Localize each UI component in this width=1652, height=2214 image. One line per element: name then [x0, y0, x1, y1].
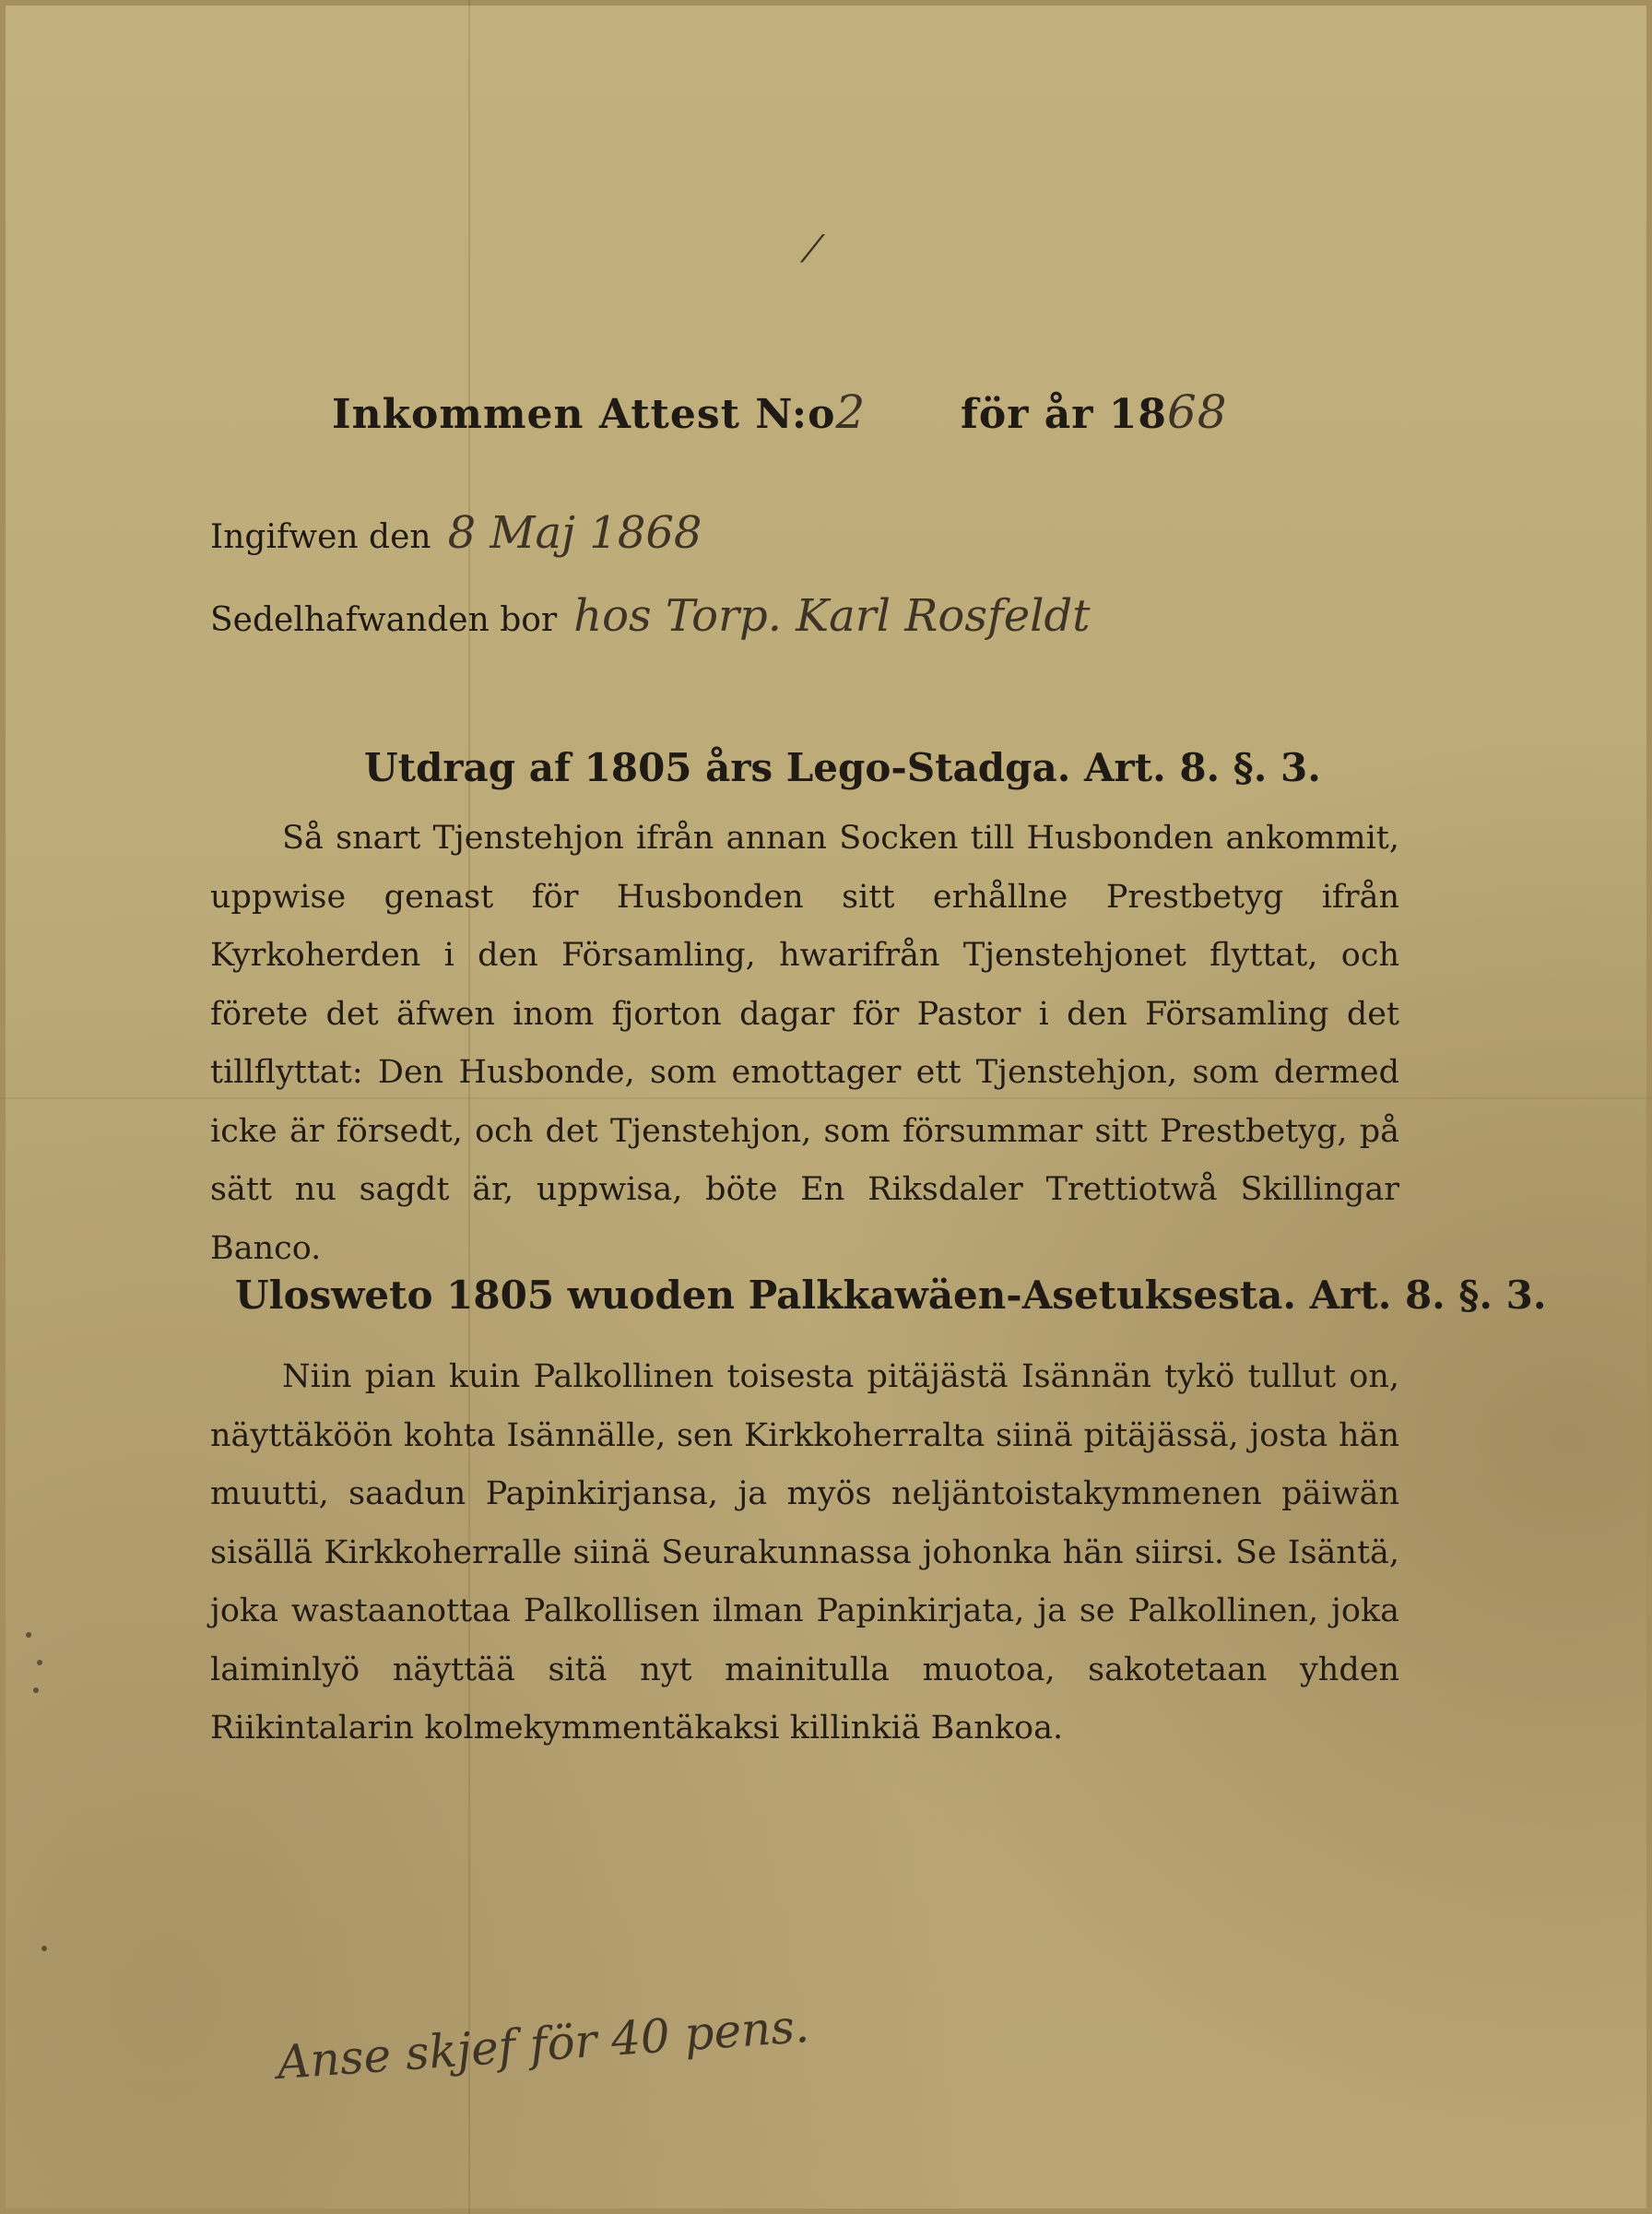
certificate-year: 68: [1166, 385, 1228, 439]
heading-year-label: för år 18: [960, 391, 1167, 438]
ink-spot: [33, 1687, 39, 1693]
finnish-section-text: Niin pian kuin Palkollinen toisesta pitäjästä Isännän tykö tullut on, näyttäköön kohta Isännälle, sen Kirkkoherralta siinä pitäjässä, josta hän muutti, saadun Papinkirjansa, ja myös neljäntoistakymmenen päiwän sisällä Kirkkoherralle siinä Seurakunnassa johonka hän siirsi. Se Isäntä, joka wastaanottaa Palkollisen ilman Papinkirjata, ja se Palkollinen, joka laiminlyö näyttää sitä nyt mainitulla muotoa, sakotetaan yhden Riikintalarin kolmekymmentäkaksi killinkiä Bankoa.: [210, 1358, 1399, 1746]
ink-spot: [41, 1946, 47, 1951]
finnish-section-title: Ulosweto 1805 wuoden Palkkawäen-Asetuksesta. Art. 8. §. 3.: [235, 1273, 1547, 1318]
swedish-section-text: Så snart Tjenstehjon ifrån annan Socken till Husbonden ankommit, uppwise genast för Husbonden sitt erhållne Prestbetyg ifrån Kyrkoherden i den Församling, hwarifrån Tjenstehjonet flyttat, och förete det äfwen inom fjorton dagar för Pastor i den Församling det tillflyttat: Den Husbonde, som emottager ett Tjenstehjon, som dermed icke är försedt, och det Tjenstehjon, som försummar sitt Prestbetyg, på sätt nu sagdt är, uppwisa, böte En Riksdaler Trettiotwå Skillingar Banco.: [210, 820, 1399, 1267]
submitted-date: 8 Maj 1868: [447, 507, 702, 559]
certificate-heading: [332, 385, 1228, 439]
certificate-number: 2: [835, 385, 867, 439]
submitted-label: Ingifwen den: [210, 518, 431, 556]
ink-spot: [26, 1632, 31, 1638]
finnish-section-body: [210, 1348, 1399, 1758]
heading-left: Inkommen Attest N:o: [332, 391, 836, 438]
swedish-section-title: Utdrag af 1805 års Lego-Stadga. Art. 8. §. 3.: [364, 745, 1321, 790]
holder-label: Sedelhafwanden bor: [210, 601, 558, 639]
holder-address: hos Torp. Karl Rosfeldt: [573, 590, 1091, 642]
submitted-field: [210, 507, 702, 559]
swedish-section-body: [210, 810, 1399, 1278]
footer-handwritten-note: Anse skjef för 40 pens.: [275, 1998, 811, 2090]
holder-field: [210, 590, 1091, 642]
top-pencil-mark: ⁄: [809, 229, 816, 271]
ink-spot: [37, 1660, 42, 1665]
